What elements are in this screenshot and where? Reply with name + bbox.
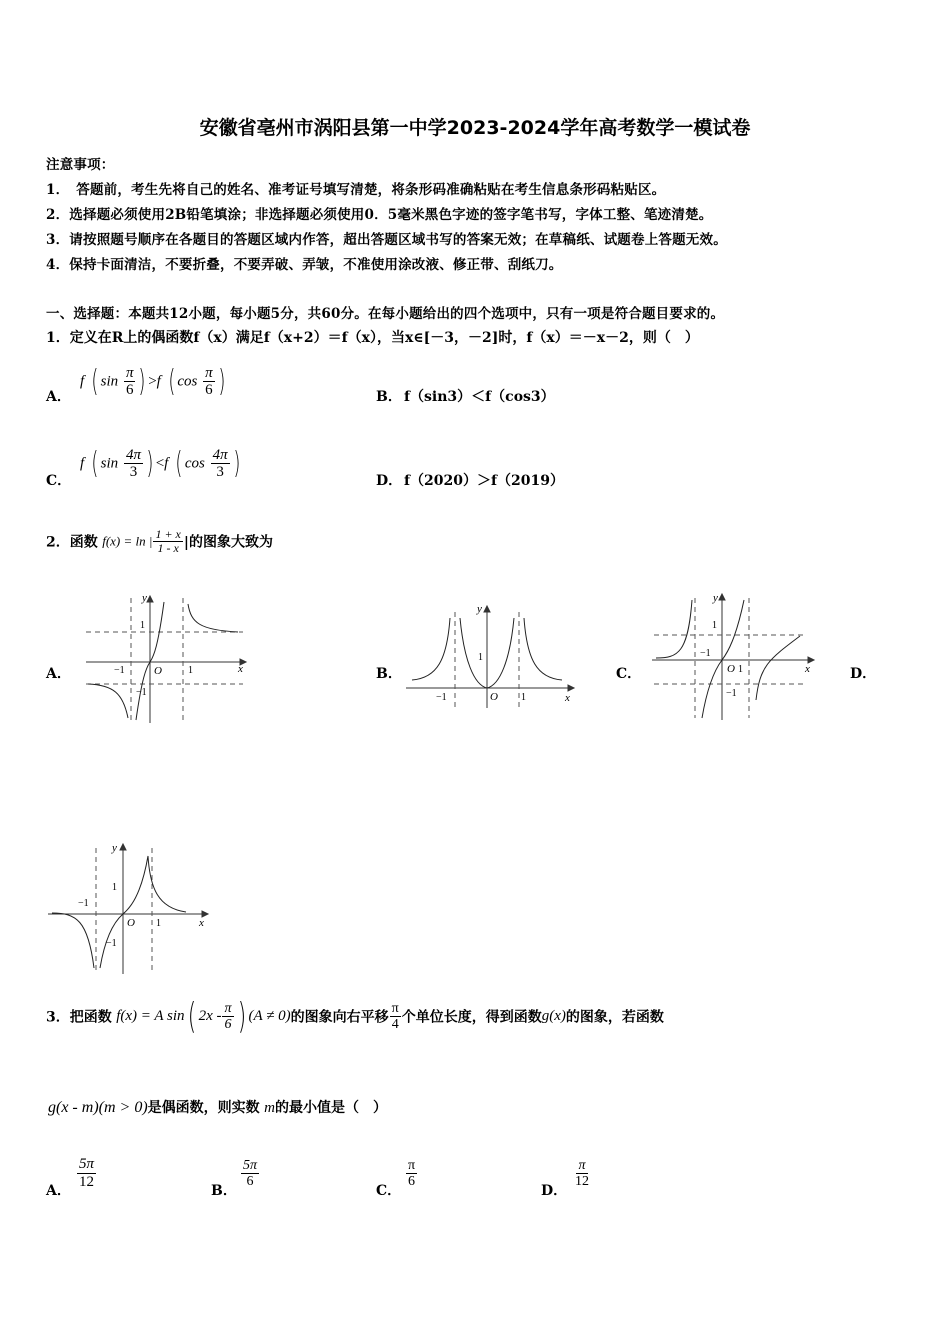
q3-option-c — [405, 1158, 418, 1190]
y-label: y — [142, 592, 147, 604]
svg-text:1: 1 — [478, 652, 483, 663]
notice-item: 3．请按照题号顺序在各题目的答题区域内作答，超出答题区域书写的答案无效；在草稿纸、试题卷上答题无效。 — [46, 232, 727, 248]
notice-item: 1． 答题前，考生先将自己的姓名、准考证号填写清楚，将条形码准确粘贴在考生信息条形码粘贴区。 — [46, 182, 666, 198]
q1-option-a: f ( sin $\frac{\pi}{6}$ ) >f ( cos $\frac{\pi}{6}$ ) — [80, 364, 226, 399]
cos-symbol: cos — [177, 373, 198, 390]
tick-label: 1 — [140, 620, 145, 631]
svg-text:y: y — [713, 592, 718, 604]
q3-option-b-label: B． — [211, 1183, 237, 1199]
svg-text:x: x — [565, 692, 570, 704]
q1-option-a-label: A． — [46, 389, 71, 405]
svg-text:−1: −1 — [700, 648, 711, 659]
fraction: $\frac{\pi}{12}$ — [575, 1158, 589, 1190]
fraction: $\frac{\pi}{6}$ — [224, 1000, 232, 1032]
svg-text:O: O — [727, 663, 735, 675]
page-title: 安徽省亳州市涡阳县第一中学2023-2024学年高考数学一模试卷 — [199, 117, 751, 139]
notice-item: 2．选择题必须使用2B铅笔填涂；非选择题必须使用0．5毫米黑色字迹的签字笔书写，字体工整、笔迹清楚。 — [46, 207, 713, 223]
question-3-stem: 3．把函数 f(x) = A sin( 2x - $\frac{\pi}{6}$ ) (A ≠ 0)的图象向右平移 $\frac{\pi}{4}$ 个单位长度，得到函数g(x)的图象，若函数 — [46, 996, 664, 1037]
svg-text:1: 1 — [156, 918, 161, 929]
fraction: $\frac{\pi}{6}$ — [408, 1158, 416, 1190]
q1-option-b: f（sin3）＜f（cos3） — [404, 389, 555, 405]
function-expression: f(x) = ln | — [102, 533, 153, 549]
svg-text:y: y — [112, 842, 117, 854]
comparison-operator: < — [155, 455, 165, 472]
svg-text:O: O — [127, 917, 135, 929]
svg-text:1: 1 — [712, 620, 717, 631]
origin-label: O — [154, 665, 162, 677]
svg-text:O: O — [490, 691, 498, 703]
fraction: $\frac{1 + x}{1 - x}$ — [155, 527, 181, 556]
q2-option-b-label: B． — [376, 666, 402, 682]
q1-option-c: f ( sin $\frac{4\pi}{3}$ ) <f ( cos $\frac{4\pi}{3}$ ) — [80, 446, 241, 481]
fraction: $\frac{4\pi}{3}$ — [125, 446, 141, 480]
graph-option-c — [648, 588, 818, 723]
q1-option-d: f（2020）＞f（2019） — [404, 473, 564, 489]
question-2-stem: 2．函数 f(x) = ln | $\frac{1 + x}{1 - x}$ |的图象大致为 — [46, 527, 273, 556]
q2-option-c-label: C． — [616, 666, 642, 682]
q3-option-b — [240, 1158, 260, 1190]
x-label: x — [238, 663, 243, 675]
function-expression: g(x - m)(m > 0) — [48, 1099, 148, 1116]
q3-option-d-label: D． — [541, 1183, 568, 1199]
q3-option-a-label: A． — [46, 1183, 71, 1199]
svg-text:−1: −1 — [436, 692, 447, 703]
function-expression: f(x) = A sin — [116, 1008, 185, 1024]
fraction: $\frac{4\pi}{3}$ — [212, 446, 228, 480]
svg-text:1: 1 — [521, 692, 526, 703]
comparison-operator: > — [148, 373, 157, 390]
svg-text:1: 1 — [738, 664, 743, 675]
svg-text:x: x — [805, 663, 810, 675]
svg-text:−1: −1 — [726, 688, 737, 699]
q1-option-d-label: D． — [376, 473, 403, 489]
question-1-stem: 1．定义在R上的偶函数f（x）满足f（x+2）＝f（x），当x∈[－3，－2]时，f（x）＝－x－2，则（ ） — [46, 330, 699, 346]
f-symbol: f — [80, 373, 85, 390]
sin-symbol: sin — [100, 373, 119, 390]
question-3-line-2: g(x - m)(m > 0)是偶函数，则实数 m的最小值是（ ） — [48, 1099, 387, 1116]
tick-label: −1 — [114, 665, 125, 676]
svg-text:y: y — [477, 603, 482, 615]
graph-option-d — [46, 838, 216, 978]
q2-option-d-label: D． — [850, 666, 877, 682]
q2-option-a-label: A． — [46, 666, 71, 682]
graph-option-b — [402, 600, 582, 712]
notice-heading: 注意事项： — [46, 157, 115, 173]
q1-option-b-label: B． — [376, 389, 402, 405]
fraction: $\frac{5\pi}{12}$ — [79, 1156, 95, 1190]
fraction: $\frac{\pi}{6}$ — [205, 364, 213, 398]
fraction: $\frac{5\pi}{6}$ — [243, 1158, 258, 1190]
section-heading: 一、选择题：本题共12小题，每小题5分，共60分。在每小题给出的四个选项中，只有一项是符合题目要求的。 — [46, 306, 725, 322]
svg-text:1: 1 — [112, 882, 117, 893]
tick-label: −1 — [136, 687, 147, 698]
graph-option-a — [78, 588, 253, 728]
svg-text:x: x — [199, 917, 204, 929]
q3-option-c-label: C． — [376, 1183, 402, 1199]
q3-option-d — [572, 1158, 592, 1190]
fraction: $\frac{\pi}{6}$ — [125, 364, 134, 398]
notice-item: 4．保持卡面清洁，不要折叠，不要弄破、弄皱，不准使用涂改液、修正带、刮纸刀。 — [46, 257, 563, 273]
svg-text:−1: −1 — [106, 938, 117, 949]
svg-text:−1: −1 — [78, 898, 89, 909]
fraction: $\frac{\pi}{4}$ — [391, 1000, 399, 1032]
q3-option-a — [76, 1156, 97, 1190]
q1-option-c-label: C． — [46, 473, 72, 489]
tick-label: 1 — [188, 665, 193, 676]
